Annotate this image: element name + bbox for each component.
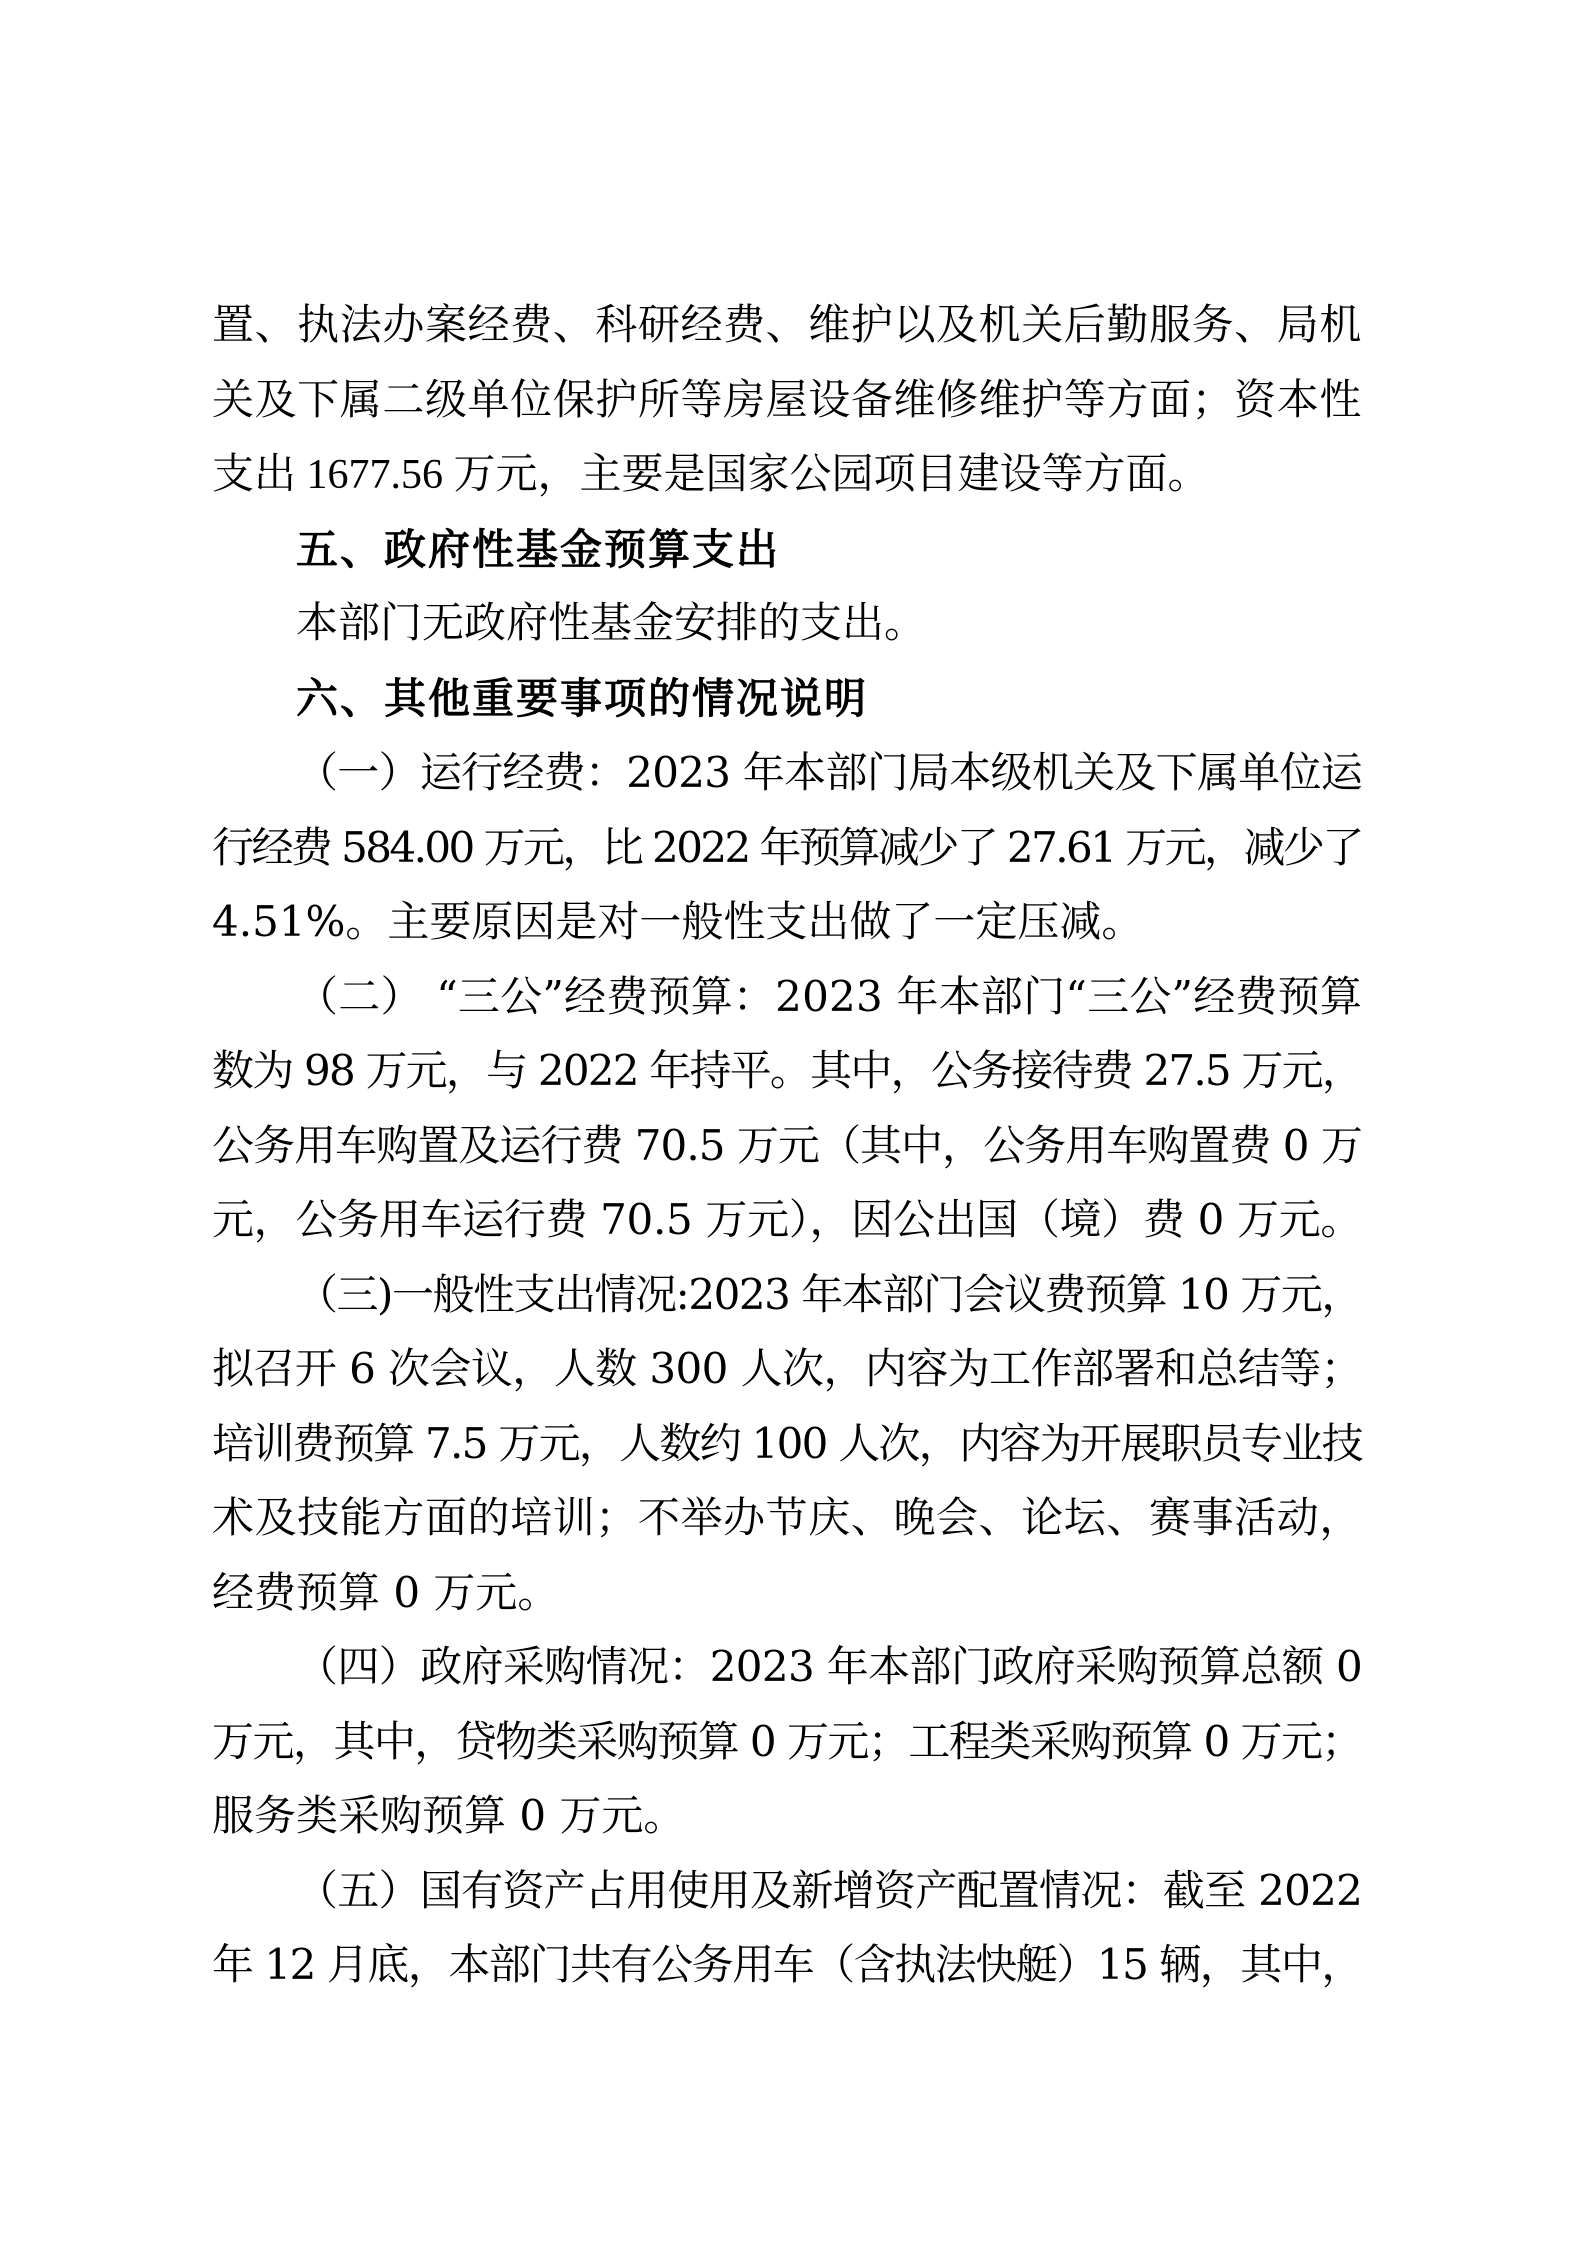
text-line <box>212 1630 1362 1705</box>
text-line <box>212 1183 1362 1258</box>
text-line <box>212 587 1362 662</box>
text-line-content: 本部门无政府性基金安排的支出。 <box>296 601 927 647</box>
text-line-content: 关及下属二级单位保护所等房屋设备维修维护等方面；资本性 <box>212 377 1362 424</box>
text-line-content: （四）政府采购情况：2023 年本部门政府采购预算总额 0 <box>296 1642 1363 1691</box>
text-line-content: 年 12 月底，本部门共有公务用车（含执法快艇）15 辆，其中， <box>212 1940 1362 1989</box>
document-content <box>212 289 1362 2003</box>
text-line <box>212 736 1362 811</box>
text-line <box>212 1779 1362 1854</box>
text-line <box>212 1332 1362 1407</box>
text-line-content: 六、其他重要事项的情况说明 <box>296 674 869 722</box>
text-line-content: 五、政府性基金预算支出 <box>296 525 781 573</box>
text-line <box>212 1556 1362 1631</box>
text-line-content: （五）国有资产占用使用及新增资产配置情况：截至 2022 <box>296 1865 1363 1915</box>
text-line-content: 培训费预算 7.5 万元，人数约 100 人次，内容为开展职员专业技 <box>212 1418 1362 1468</box>
text-line-content: 行经费 584.00 万元，比 2022 年预算减少了 27.61 万元，减少了 <box>212 822 1362 872</box>
text-line <box>212 1481 1362 1556</box>
section-heading <box>212 513 1362 588</box>
text-line <box>212 1705 1362 1780</box>
text-line <box>212 1258 1362 1333</box>
text-line-content: 术及技能方面的培训；不举办节庆、晚会、论坛、赛事活动， <box>212 1493 1362 1542</box>
text-line-content: （一）运行经费：2023 年本部门局本级机关及下属单位运 <box>296 748 1363 797</box>
text-line <box>212 811 1362 886</box>
text-line <box>212 289 1362 364</box>
text-line <box>212 1407 1362 1482</box>
text-line-content: 元，公务用车运行费 70.5 万元），因公出国（境）费 0 万元。 <box>212 1195 1363 1244</box>
text-line-content: 万元，其中，贷物类采购预算 0 万元；工程类采购预算 0 万元； <box>212 1716 1362 1766</box>
text-line <box>212 1034 1362 1109</box>
text-line <box>212 960 1362 1035</box>
text-line-content: 拟召开 6 次会议，人数 300 人次，内容为工作部署和总结等； <box>212 1344 1363 1393</box>
text-line <box>212 364 1362 439</box>
text-line <box>212 1109 1362 1184</box>
section-heading <box>212 662 1362 737</box>
text-line <box>212 885 1362 960</box>
text-line-content: 公务用车购置及运行费 70.5 万元（其中，公务用车购置费 0 万 <box>212 1120 1362 1170</box>
text-line-content: 4.51%。主要原因是对一般性支出做了一定压减。 <box>212 897 1144 946</box>
text-line-content: （二） “三公”经费预算：2023 年本部门“三公”经费预算 <box>296 971 1363 1021</box>
text-line-content: （三)一般性支出情况:2023 年本部门会议费预算 10 万元， <box>296 1269 1362 1319</box>
text-line <box>212 1854 1362 1929</box>
text-line <box>212 1928 1362 2003</box>
text-line-content: 服务类采购预算 0 万元。 <box>212 1791 686 1840</box>
text-line-content: 支出 1677.56 万元，主要是国家公园项目建设等方面。 <box>212 452 1210 498</box>
text-line-content: 数为 98 万元，与 2022 年持平。其中，公务接待费 27.5 万元， <box>212 1046 1363 1095</box>
text-line-content: 经费预算 0 万元。 <box>212 1567 560 1617</box>
text-line-content: 置、执法办案经费、科研经费、维护以及机关后勤服务、局机 <box>212 303 1362 349</box>
text-line <box>212 438 1362 513</box>
